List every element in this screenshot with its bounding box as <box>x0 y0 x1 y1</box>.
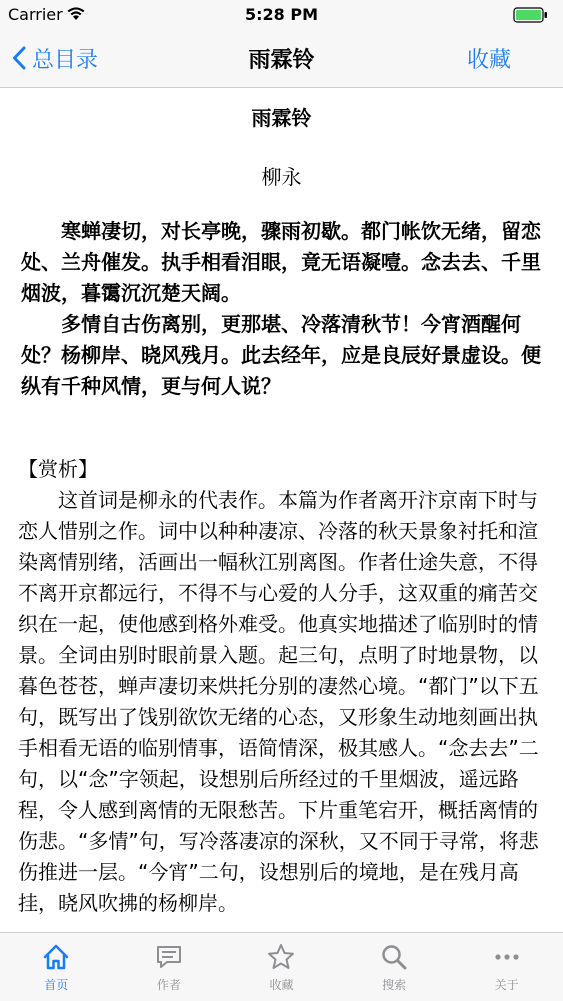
analysis-heading: 【赏析】 <box>18 457 98 481</box>
poem-body <box>21 216 551 402</box>
poem-content-scroll[interactable] <box>0 88 563 932</box>
poem-stanza-1: 寒蝉凄切，对长亭晚，骤雨初歇。都门帐饮无绪，留恋处、兰舟催发。执手相看泪眼，竟无语凝噎。念去去、千里烟波，暮霭沉沉楚天阔。 <box>21 219 541 305</box>
tab-authors-label: 作者 <box>156 978 181 992</box>
home-icon <box>41 942 71 972</box>
tab-search-label: 搜索 <box>382 978 407 992</box>
poem-author: 柳永 <box>261 165 302 189</box>
nav-title: 雨霖铃 <box>248 48 315 73</box>
carrier-label: Carrier <box>8 5 63 24</box>
tab-home-label: 首页 <box>44 978 69 992</box>
navigation-bar <box>0 30 563 88</box>
poem-title: 雨霖铃 <box>251 106 312 130</box>
battery-icon <box>513 7 549 27</box>
more-icon <box>492 942 522 972</box>
analysis-section <box>18 454 552 919</box>
search-icon <box>379 942 409 972</box>
favorite-button[interactable]: 收藏 <box>466 48 511 73</box>
status-bar <box>0 0 563 30</box>
tab-favorites[interactable] <box>225 933 338 1001</box>
tab-about[interactable] <box>450 933 563 1001</box>
tab-search[interactable] <box>338 933 451 1001</box>
tab-authors[interactable] <box>113 933 226 1001</box>
analysis-text: 这首词是柳永的代表作。本篇为作者离开汴京南下时与恋人惜别之作。词中以种种凄凉、冷落的秋天景象衬托和渲染离情别绪，活画出一幅秋江别离图。作者仕途失意，不得不离开京都远行，不得不与心爱的人分手，这双重的痛苦交织在一起，使他感到格外难受。他真实地描述了临别时的情景。全词由别时眼前景入题。起三句，点明了时地景物，以暮色苍苍，蝉声凄切来烘托分别的凄然心境。“都门”以下五句，既写出了饯别欲饮无绪的心态，又形象生动地刻画出执手相看无语的临别情事，语简情深，极其感人。“念去去”二句，以“念”字领起，设想别后所经过的千里烟波，遥远路程，令人感到离情的无限愁苦。下片重笔宕开，概括离情的伤悲。“多情”句，写冷落凄凉的深秋，又不同于寻常，将悲伤推进一层。“今宵”二句，设想别后的境地，是在残月高挂，晓风吹拂的杨柳岸。 <box>18 488 539 915</box>
tab-favorites-label: 收藏 <box>269 978 294 992</box>
tab-home[interactable] <box>0 933 113 1001</box>
star-icon <box>266 942 296 972</box>
tab-bar <box>0 932 563 1001</box>
status-time: 5:28 PM <box>244 5 318 24</box>
back-button-label: 总目录 <box>32 47 99 73</box>
chat-bubble-icon <box>154 942 184 972</box>
poem-stanza-2: 多情自古伤离别，更那堪、冷落清秋节！今宵酒醒何处？杨柳岸、晓风残月。此去经年，应是良辰好景虚设。便纵有千种风情，更与何人说？ <box>21 312 541 398</box>
tab-about-label: 关于 <box>494 978 519 992</box>
